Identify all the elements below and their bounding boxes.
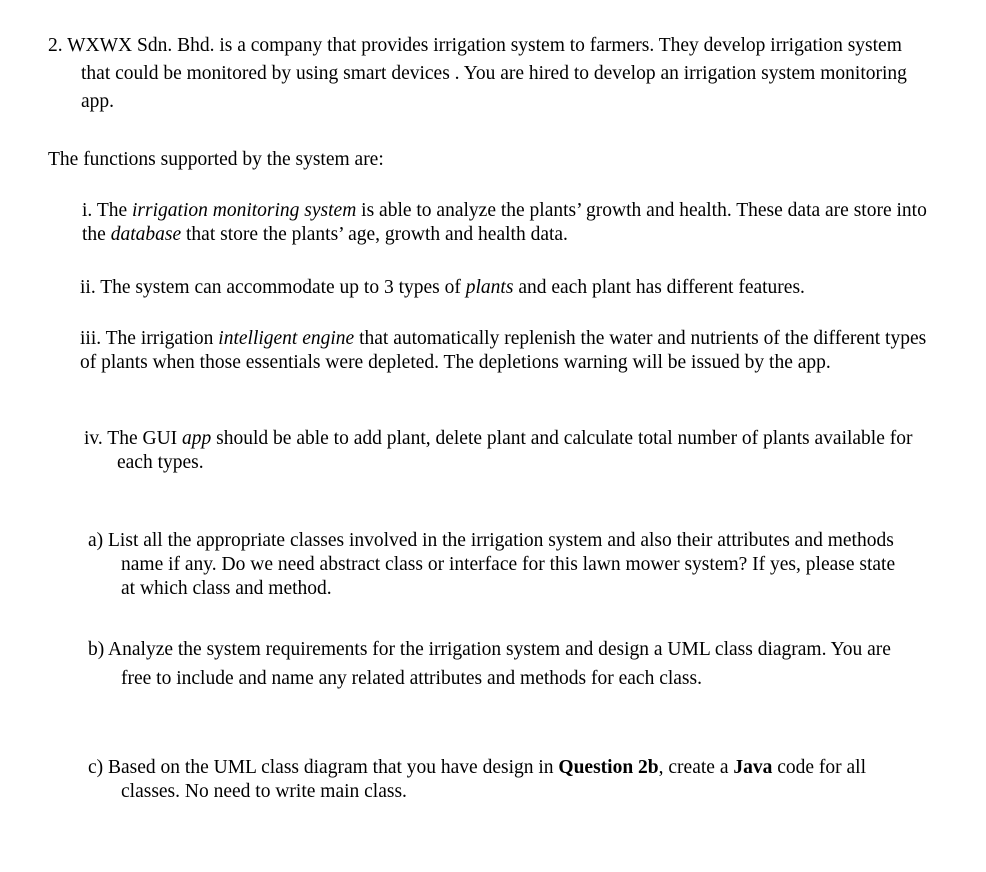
question-intro: 2. WXWX Sdn. Bhd. is a company that provides irrigation system to farmers. They develop irrigation system that could be monitored by using smart devices . You are hired to develop an irrigation system monitoring app. — [48, 35, 907, 112]
function-iii-text-1: iii. The irrigation — [80, 328, 219, 349]
function-i-block — [0, 199, 986, 247]
task-b: b) Analyze the system requirements for the irrigation system and design a UML class diagram. You are free to include and name any related attributes and methods for each class. — [88, 639, 891, 689]
question-intro-block — [0, 32, 986, 116]
function-iv-block — [0, 427, 986, 475]
task-a: a) List all the appropriate classes involved in the irrigation system and also their attributes and methods name if any. Do we need abstract class or interface for this lawn mower system? If yes, please state at which class and method. — [88, 530, 896, 599]
task-c-text-1: c) Based on the UML class diagram that you have design in — [88, 757, 559, 778]
function-ii-emphasis-1: plants — [465, 277, 514, 298]
functions-heading-block — [0, 146, 986, 173]
function-iii — [0, 327, 986, 375]
task-c-bold-2: Java — [733, 757, 773, 778]
task-c-bold-1: Question 2b — [558, 757, 659, 778]
task-c — [0, 756, 902, 804]
function-ii — [0, 276, 986, 300]
function-iv-text-1: iv. The GUI — [84, 428, 183, 449]
task-b-block — [0, 636, 986, 693]
function-i-emphasis-2: database — [110, 224, 182, 245]
function-ii-block — [0, 276, 986, 300]
function-iii-emphasis-1: intelligent engine — [218, 328, 355, 349]
function-i-emphasis-1: irrigation monitoring system — [132, 200, 357, 221]
function-i-text-1: i. The — [82, 200, 133, 221]
functions-heading: The functions supported by the system are: — [48, 149, 384, 170]
task-c-text-2: , create a — [658, 757, 734, 778]
function-i-text-2: is able to analyze the plants’ growth and health. These data are store into the — [82, 200, 927, 245]
function-iv — [0, 427, 926, 475]
function-iv-emphasis-1: app — [182, 428, 212, 449]
function-ii-text-2: and each plant has different features. — [513, 277, 805, 298]
task-c-block — [0, 756, 986, 804]
function-ii-text-1: ii. The system can accommodate up to 3 types of — [80, 277, 466, 298]
function-iii-text-2: that automatically replenish the water and nutrients of the different types of plants when those essentials were depleted. The depletions warning will be issued by the app. — [80, 328, 927, 373]
function-i — [0, 199, 986, 247]
task-a-block — [0, 529, 986, 601]
task-c-text-3: code for all classes. No need to write main class. — [121, 757, 867, 802]
function-iii-block — [0, 327, 986, 375]
function-iv-text-2: should be able to add plant, delete plant and calculate total number of plants available for each types. — [117, 428, 913, 473]
function-i-text-3: that store the plants’ age, growth and health data. — [181, 224, 568, 245]
